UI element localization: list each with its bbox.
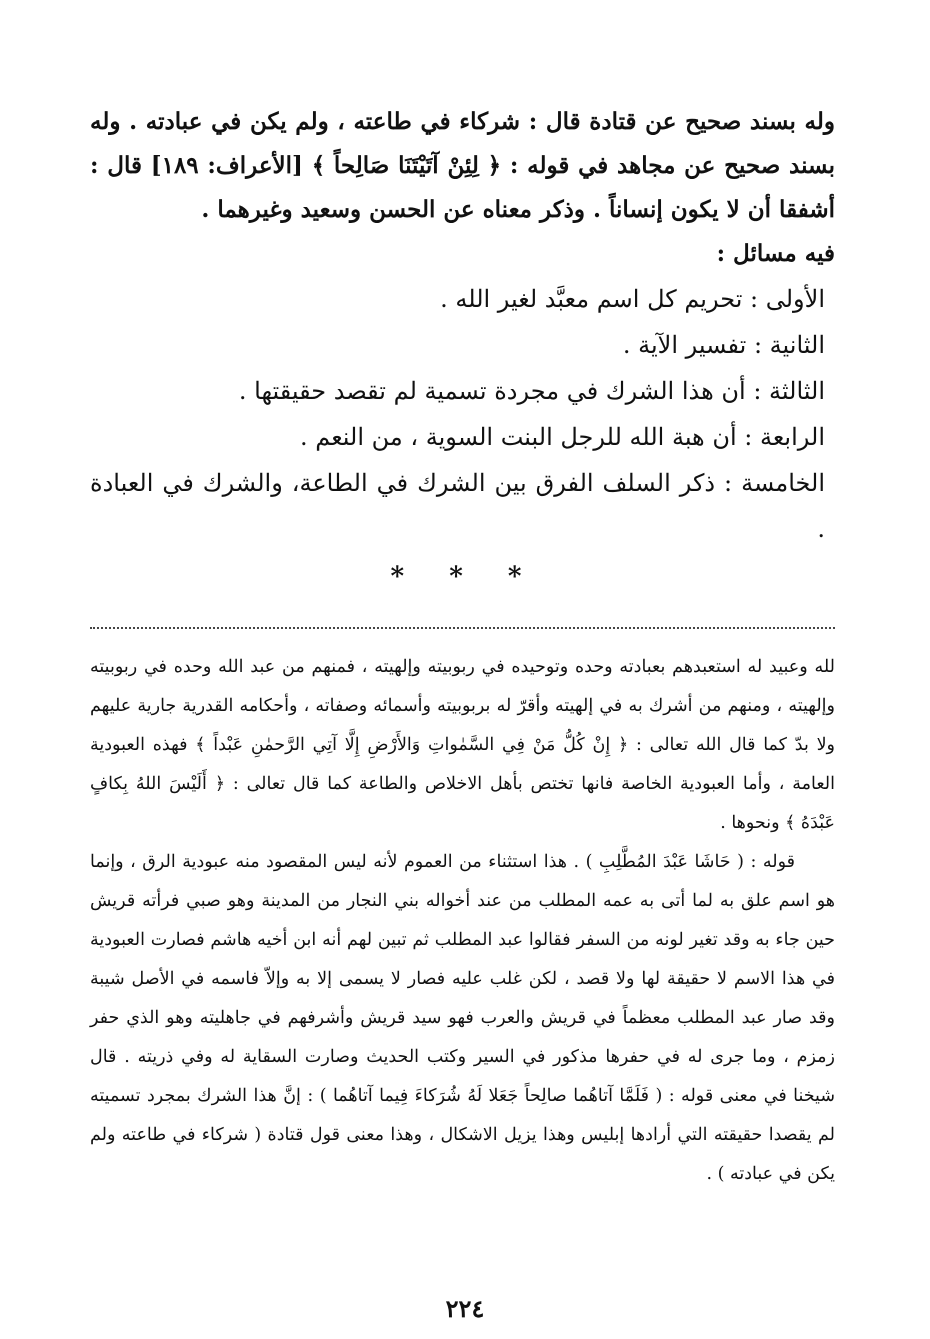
main-paragraph: وله بسند صحيح عن قتادة قال : شركاء في طاعته ، ولم يكن في عبادته . وله بسند صحيح عن مجاهد في قوله : ﴿ لِئِنْ آتَيْتَنَا صَالِحاً ﴾ [الأعراف: ١٨٩] قال : أشفقا أن لا يكون إنساناً . وذكر معناه عن الحسن وسعيد وغيرهما . — [90, 108, 835, 223]
issue-item-3: الثالثة : أن هذا الشرك في مجردة تسمية لم تقصد حقيقتها . — [238, 377, 825, 405]
footnote-paragraph-1: لله وعبيد له استعبدهم بعبادته وحده وتوحيده في ربوبيته وإلهيته ، فمنهم من عبد الله وحده في ربوبيته وإلهيته ، ومنهم من أشرك به في إلهيته وأقرّ له بربوبيته وأسمائه وصفاته ، وأحكامه القدرية جارية عليهم ولا بدّ كما قال الله تعالى : ﴿ إِنْ كُلُّ مَنْ فِي السَّمٰواتِ وَالأَرْضِ إِلَّا آتِي الرَّحمٰنِ عَبْداً ﴾ فهذه العبودية العامة ، وأما العبودية الخاصة فانها تختص بأهل الاخلاص والطاعة كما قال تعالى : ﴿ أَلَيْسَ اللهُ بِكافٍ عَبْدَهُ ﴾ ونحوها . — [90, 657, 836, 833]
issue-item-2: الثانية : تفسير الآية . — [622, 331, 825, 359]
section-separator: * * * — [390, 562, 540, 592]
issue-item-5: الخامسة : ذكر السلف الفرق بين الشرك في الطاعة، والشرك في العبادة . — [90, 469, 825, 543]
issue-item-1: الأولى : تحريم كل اسم معبَّد لغير الله . — [440, 285, 825, 313]
footnote-text — [90, 648, 835, 1194]
issue-item-4: الرابعة : أن هبة الله للرجل البنت السوية ، من النعم . — [299, 423, 825, 451]
footnote-divider — [90, 627, 835, 629]
issues-list — [90, 276, 835, 552]
footnote-paragraph-2: قوله : ( حَاشَا عَبْدَ المُطَّلِبِ ) . هذا استثناء من العموم لأنه ليس المقصود منه عبودية الرق ، وإنما هو اسم علق به لما أتى به عمه المطلب من عند أخواله بني النجار من المدينة وهو صبي فرأته قريش حين جاء به وقد تغير لونه من السفر فقالوا عبد المطلب ثم تبين لهم أنه ابن أخيه هاشم فصارت العبودية في هذا الاسم لا حقيقة لها ولا قصد ، لكن غلب عليه فصار لا يسمى إلا به وإلاّ فاسمه في الأصل شيبة وقد صار عبد المطلب معظماً في قريش والعرب فهو سيد قريش وأشرفهم في جاهليته وهو الذي حفر زمزم ، وما جرى له في حفرها مذكور في السير وكتب الحديث وصارت السقاية له وفي ذريته . قال شيخنا في معنى قوله : ( فَلَمَّا آتاهُما صالِحاً جَعَلا لَهُ شُرَكاءَ فِيما آتاهُما ) : إنَّ هذا الشرك بمجرد تسميته لم يقصدا حقيقته التي أرادها إبليس وهذا يزيل الاشكال ، وهذا معنى قول قتادة ( شركاء في طاعته ولم يكن في عبادته ) . — [90, 852, 835, 1184]
page-number: ٢٢٤ — [445, 1294, 485, 1323]
main-text — [90, 100, 835, 552]
issues-heading: فيه مسائل : — [716, 240, 835, 267]
